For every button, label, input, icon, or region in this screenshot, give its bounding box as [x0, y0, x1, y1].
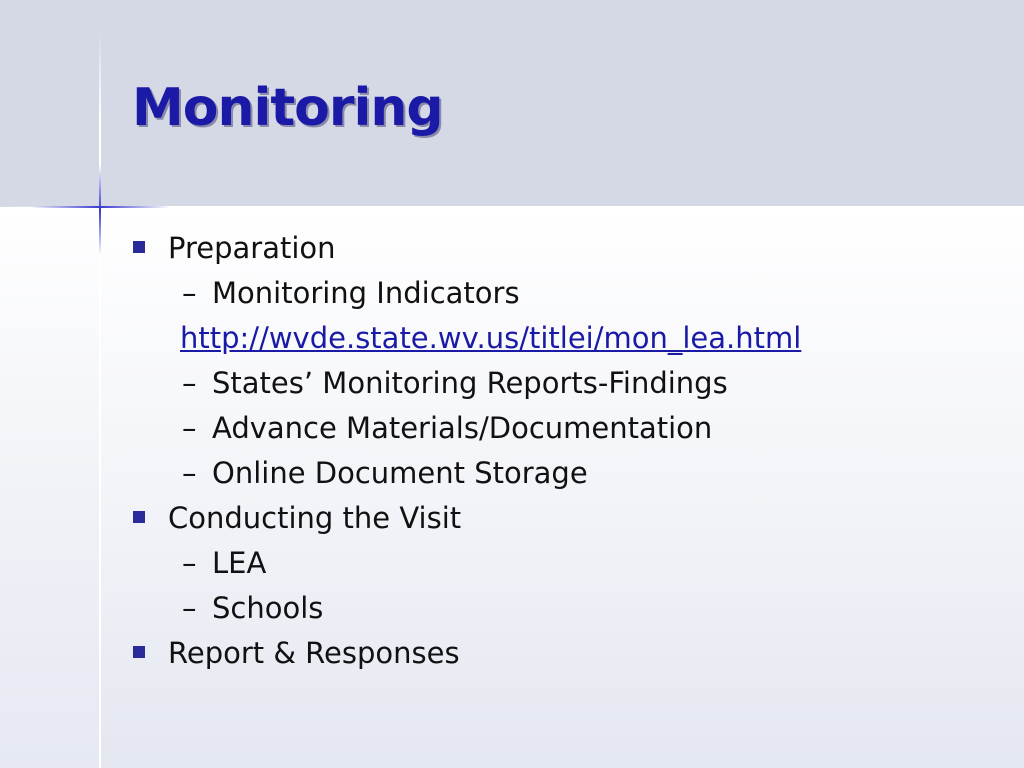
sparkle-horizontal-icon	[30, 206, 170, 208]
sparkle-vertical-icon	[99, 165, 101, 255]
sub-item-label: Schools	[212, 591, 324, 625]
bullet-item-report-responses	[130, 631, 990, 676]
dash-marker: –	[182, 456, 197, 490]
bullet-item-preparation	[130, 226, 990, 271]
bullet-item-conducting-visit	[130, 496, 990, 541]
sub-item-label: Online Document Storage	[212, 456, 588, 490]
dash-marker: –	[182, 366, 197, 400]
sub-item-label: LEA	[212, 546, 267, 580]
sub-item	[130, 541, 990, 586]
sub-item	[130, 586, 990, 631]
bullet-label: Report & Responses	[168, 636, 460, 670]
sub-item	[130, 361, 990, 406]
bullet-square-icon	[133, 511, 145, 523]
bullet-label: Conducting the Visit	[168, 501, 462, 535]
dash-marker: –	[182, 276, 197, 310]
bullet-square-icon	[133, 241, 145, 253]
left-band	[0, 207, 100, 768]
sub-item-label: Advance Materials/Documentation	[212, 411, 713, 445]
bullet-list	[130, 226, 990, 676]
monitoring-indicators-link[interactable]	[130, 316, 990, 361]
bullet-label: Preparation	[168, 231, 336, 265]
sub-item-label: Monitoring Indicators	[212, 276, 520, 310]
sub-item	[130, 406, 990, 451]
bullet-square-icon	[133, 646, 145, 658]
dash-marker: –	[182, 411, 197, 445]
dash-marker: –	[182, 546, 197, 580]
sub-item-label: States’ Monitoring Reports-Findings	[212, 366, 728, 400]
vertical-divider	[99, 30, 101, 768]
sub-item	[130, 271, 990, 316]
link-text[interactable]: http://wvde.state.wv.us/titlei/mon_lea.html	[180, 321, 802, 355]
sub-item	[130, 451, 990, 496]
slide-title: Monitoring	[132, 78, 443, 138]
dash-marker: –	[182, 591, 197, 625]
